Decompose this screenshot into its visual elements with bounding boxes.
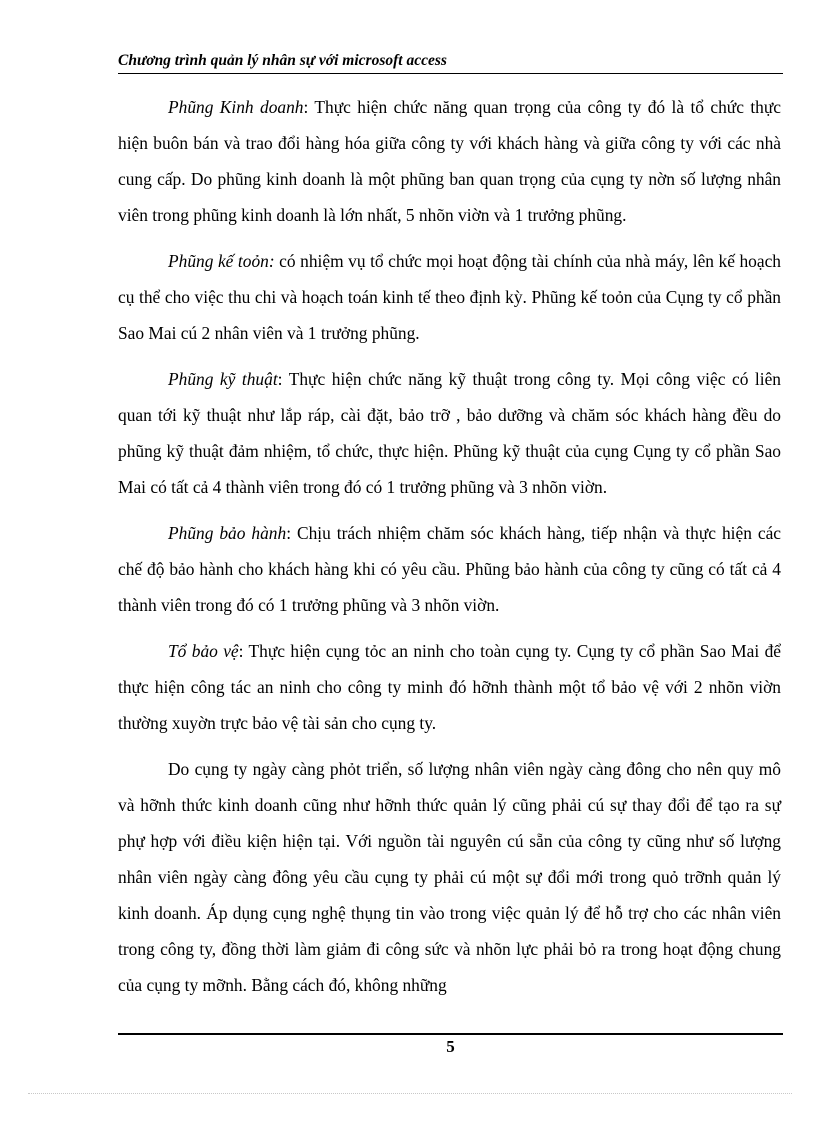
paragraph-lead: Phũng Kinh doanh bbox=[168, 97, 304, 117]
footer-divider bbox=[118, 1033, 783, 1035]
paragraph-ke-toan bbox=[118, 243, 781, 351]
paragraph-bao-hanh bbox=[118, 515, 781, 623]
paragraph-text: : Thực hiện chức năng kỹ thuật trong công ty. Mọi công việc có liên quan tới kỹ thuật như lắp ráp, cài đặt, bảo trỡ , bảo dưỡng và chăm sóc khách hàng đều do phũng kỹ thuật đảm nhiệm, tổ chức, thực hiện. Phũng kỹ thuật của cụng Cụng ty cổ phần Sao Mai có tất cả 4 thành viên trong đó có 1 trưởng phũng và 3 nhõn viờn. bbox=[118, 369, 781, 497]
paragraph-lead: Phũng bảo hành bbox=[168, 523, 287, 543]
page-number: 5 bbox=[446, 1037, 455, 1056]
header-divider bbox=[118, 73, 783, 74]
paragraph-lead: Phũng kỹ thuật bbox=[168, 369, 278, 389]
paragraph-text: : Thực hiện cụng tỏc an ninh cho toàn cụng ty. Cụng ty cổ phần Sao Mai để thực hiện công tác an ninh cho công ty minh đó hỡnh thành một tổ bảo vệ với 2 nhõn viờn thường xuyờn trực bảo vệ tài sản cho cụng ty. bbox=[118, 641, 781, 733]
paragraph-lead: Tổ bảo vệ bbox=[168, 641, 239, 661]
page-bottom-guide bbox=[28, 1093, 792, 1094]
paragraph-text: có nhiệm vụ tổ chức mọi hoạt động tài chính của nhà máy, lên kế hoạch cụ thể cho việc thu chi và hoạch toán kinh tế theo định kỳ. Phũng kế toỏn của Cụng ty cổ phần Sao Mai cú 2 nhân viên và 1 trưởng phũng. bbox=[118, 251, 781, 343]
paragraph-kinh-doanh bbox=[118, 89, 781, 233]
paragraph-text: : Thực hiện chức năng quan trọng của công ty đó là tổ chức thực hiện buôn bán và trao đổi hàng hóa giữa công ty với khách hàng và giữa công ty với các nhà cung cấp. Do phũng kinh doanh là một phũng ban quan trọng của cụng ty nờn số lượng nhân viên trong phũng kinh doanh là lớn nhất, 5 nhõn viờn và 1 trưởng phũng. bbox=[118, 97, 781, 225]
paragraph-text: Do cụng ty ngày càng phỏt triển, số lượng nhân viên ngày càng đông cho nên quy mô và hỡnh thức kinh doanh cũng như hỡnh thức quản lý cũng phải cú sự thay đổi để tạo ra sự phự hợp với điều kiện hiện tại. Với nguồn tài nguyên cú sẵn của công ty cũng như số lượng nhân viên ngày càng đông yêu cầu cụng ty phải cú một sự đổi mới trong quỏ trỡnh quản lý kinh doanh. Áp dụng cụng nghệ thụng tin vào trong việc quản lý để hỗ trợ cho các nhân viên trong công ty, đồng thời làm giảm đi công sức và nhõn lực phải bỏ ra trong hoạt động chung của cụng ty mỡnh. Bằng cách đó, không những bbox=[118, 759, 781, 995]
paragraph-ky-thuat bbox=[118, 361, 781, 505]
paragraph-text: : Chịu trách nhiệm chăm sóc khách hàng, tiếp nhận và thực hiện các chế độ bảo hành cho khách hàng khi có yêu cầu. Phũng bảo hành của công ty cũng có tất cả 4 thành viên trong đó có 1 trưởng phũng và 3 nhõn viờn. bbox=[118, 523, 782, 615]
document-body bbox=[118, 89, 781, 1013]
paragraph-conclusion bbox=[118, 751, 781, 1003]
paragraph-bao-ve bbox=[118, 633, 781, 741]
paragraph-lead: Phũng kế toỏn: bbox=[168, 251, 275, 271]
page-header-title: Chương trình quản lý nhân sự với microsoft access bbox=[118, 52, 447, 69]
